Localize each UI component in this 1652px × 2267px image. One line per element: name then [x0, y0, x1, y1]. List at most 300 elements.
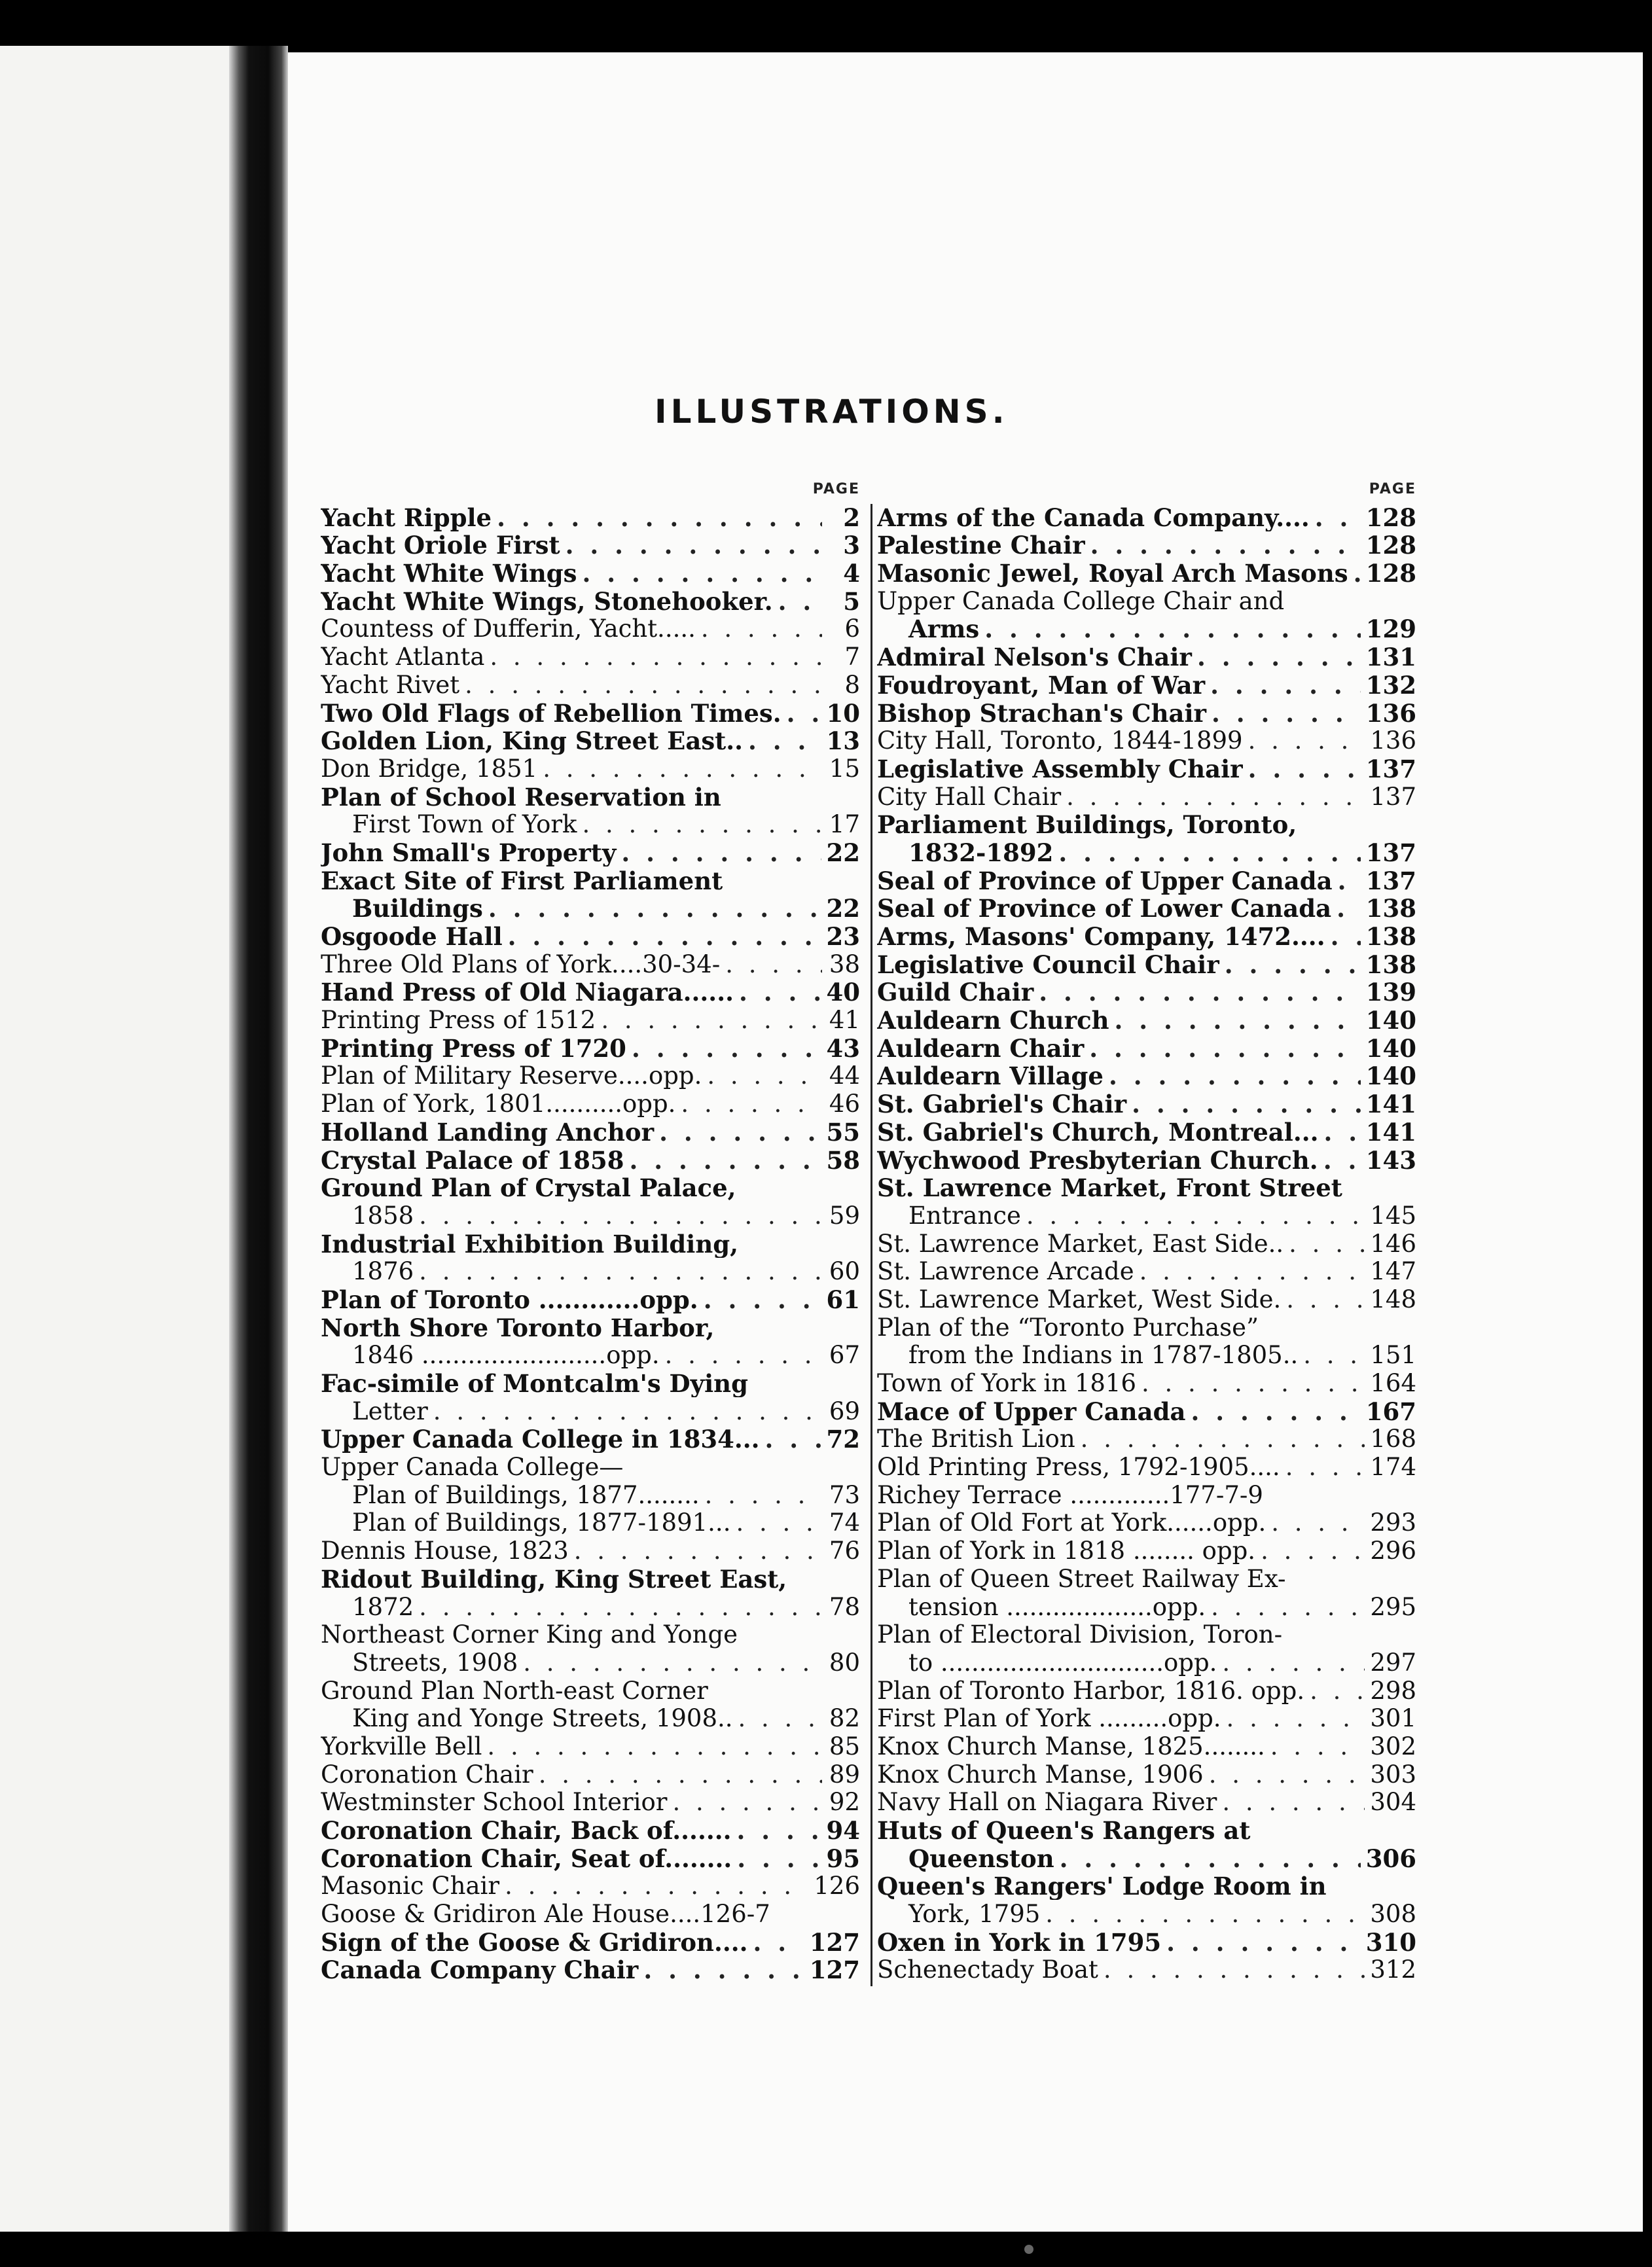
dot-leader [1066, 783, 1365, 811]
index-entry [321, 1285, 864, 1313]
entry-page-number: 138 [1365, 922, 1416, 950]
index-entry [321, 1090, 864, 1118]
dot-leader [1337, 895, 1361, 922]
dot-leader [1222, 1789, 1365, 1816]
dot-leader [487, 1733, 822, 1760]
index-entry [321, 1397, 864, 1425]
entry-title: Crystal Palace of 1858 [321, 1145, 624, 1174]
entry-title: Dennis House, 1823 [321, 1537, 569, 1565]
entry-title: St. Gabriel's Church, Montreal... [877, 1118, 1319, 1146]
index-entry [321, 1509, 864, 1537]
entry-page-number: 44 [829, 1062, 860, 1090]
index-entry [321, 615, 864, 643]
entry-page-number: 310 [1365, 1928, 1416, 1956]
index-entry [321, 727, 864, 755]
entry-title: Wychwood Presbyterian Church. [877, 1145, 1318, 1174]
entry-title: Northeast Corner King and Yonge [321, 1620, 738, 1649]
entry-title: Plan of Toronto ............opp. [321, 1285, 698, 1313]
index-entry [321, 1342, 864, 1370]
entry-page-number: 168 [1370, 1425, 1416, 1454]
index-entry [877, 1900, 1420, 1928]
right-index-column [877, 481, 1420, 1984]
dot-leader [1222, 1649, 1365, 1677]
entry-page-number: 139 [1365, 978, 1416, 1007]
entry-title: Legislative Council Chair [877, 950, 1219, 978]
entry-title: Masonic Chair [321, 1872, 500, 1901]
dot-leader [1227, 1705, 1365, 1732]
entry-page-number: 89 [829, 1760, 860, 1789]
index-entry [321, 1593, 864, 1621]
entry-page-number: 58 [826, 1145, 860, 1174]
index-entry [321, 1258, 864, 1286]
index-entry [321, 1202, 864, 1230]
index-entry [877, 615, 1420, 643]
dot-leader [1315, 504, 1361, 531]
entry-page-number: 80 [829, 1649, 860, 1677]
dot-leader [672, 1789, 822, 1816]
entry-page-number: 2 [843, 503, 860, 531]
entry-title: Holland Landing Anchor [321, 1118, 655, 1146]
entry-title: Upper Canada College in 1834... [321, 1425, 760, 1454]
dot-leader [497, 504, 822, 531]
index-entry [321, 1900, 864, 1928]
dot-leader [1225, 951, 1361, 978]
entry-title: St. Gabriel's Chair [877, 1090, 1127, 1118]
entry-page-number: 298 [1370, 1676, 1416, 1705]
index-entry [321, 1677, 864, 1705]
entry-title: tension ...................opp. [908, 1592, 1206, 1621]
dot-leader [543, 755, 822, 783]
entry-title: Plan of Electoral Division, Toron- [877, 1620, 1283, 1649]
index-entry [877, 1258, 1420, 1286]
index-entry [321, 811, 864, 839]
index-entry [321, 1537, 864, 1565]
index-entry [321, 1425, 864, 1454]
dot-leader [705, 1482, 822, 1509]
dot-leader [736, 1509, 822, 1537]
entry-title: Printing Press of 1512 [321, 1006, 596, 1035]
index-entry [877, 811, 1420, 839]
index-entry [321, 838, 864, 866]
dot-leader [778, 588, 822, 615]
entry-page-number: 138 [1365, 950, 1416, 978]
entry-title: Yacht Atlanta [321, 643, 485, 671]
index-entry [877, 1202, 1420, 1230]
dot-leader [1270, 1733, 1365, 1760]
entry-title: Arms, Masons' Company, 1472.... [877, 922, 1325, 950]
entry-page-number: 128 [1365, 531, 1416, 560]
dot-leader [1045, 1901, 1365, 1928]
index-entry [321, 783, 864, 811]
entry-page-number: 40 [826, 978, 860, 1007]
entry-title: 1872 [352, 1592, 414, 1621]
dot-leader [1141, 1370, 1365, 1397]
index-entry [877, 1844, 1420, 1872]
index-entry [877, 1565, 1420, 1593]
entry-title: from the Indians in 1787-1805.. [908, 1341, 1299, 1370]
entry-page-number: 73 [829, 1481, 860, 1509]
index-entry [321, 1649, 864, 1677]
entry-page-number: 38 [829, 950, 860, 978]
index-entry [321, 1146, 864, 1174]
entry-title: Plan of Queen Street Railway Ex- [877, 1565, 1286, 1593]
index-entry [877, 1621, 1420, 1649]
entry-page-number: 72 [826, 1425, 860, 1454]
entry-page-number: 59 [829, 1202, 860, 1230]
dot-leader [1331, 923, 1361, 950]
index-entry [321, 671, 864, 699]
dot-leader [707, 1062, 822, 1090]
entry-page-number: 308 [1370, 1900, 1416, 1929]
index-entry [877, 1174, 1420, 1202]
dot-leader [465, 671, 822, 699]
entry-title: Three Old Plans of York....30-34- [321, 950, 721, 978]
dot-leader [738, 1705, 822, 1732]
dot-leader [787, 700, 821, 727]
scan-top-border [0, 0, 1652, 46]
entry-page-number: 301 [1370, 1704, 1416, 1733]
entry-title: Admiral Nelson's Chair [877, 643, 1192, 671]
entry-title: Masonic Jewel, Royal Arch Masons [877, 559, 1348, 588]
entry-page-number: 132 [1365, 671, 1416, 699]
dot-leader [523, 1649, 822, 1677]
index-entry [321, 1789, 864, 1817]
dot-leader [566, 531, 822, 559]
entry-page-number: 78 [829, 1592, 860, 1621]
dot-leader [601, 1007, 822, 1034]
entry-page-number: 147 [1370, 1257, 1416, 1286]
entry-page-number: 137 [1365, 755, 1416, 783]
entry-page-number: 145 [1370, 1202, 1416, 1230]
dot-leader [1261, 1537, 1365, 1565]
page-column-header: PAGE [812, 481, 860, 497]
entry-title: Two Old Flags of Rebellion Times. [321, 698, 781, 727]
index-entry [321, 587, 864, 615]
entry-title: Arms [908, 615, 980, 643]
dot-leader [574, 1537, 822, 1565]
entry-title: The British Lion [877, 1425, 1075, 1454]
entry-title: Schenectady Boat [877, 1955, 1098, 1984]
dot-leader [1115, 1007, 1361, 1034]
entry-title: Plan of Military Reserve....opp. [321, 1062, 702, 1090]
dot-leader [1197, 643, 1361, 671]
entry-page-number: 137 [1365, 838, 1416, 866]
entry-title: 1858 [352, 1202, 414, 1230]
dot-leader [621, 839, 821, 866]
index-entry [877, 1146, 1420, 1174]
entry-page-number: 67 [829, 1341, 860, 1370]
index-entry [321, 1453, 864, 1481]
index-entry [321, 1705, 864, 1733]
entry-title: Town of York in 1816 [877, 1369, 1137, 1397]
entry-title: Buildings [352, 894, 483, 923]
entry-title: Upper Canada College Chair and [877, 587, 1285, 615]
dot-leader [539, 1761, 822, 1789]
index-entry [321, 1369, 864, 1397]
entry-title: Parliament Buildings, Toronto, [877, 810, 1297, 839]
index-entry [321, 1928, 864, 1956]
index-entry [877, 1928, 1420, 1956]
index-entry [877, 1705, 1420, 1733]
index-entry [877, 1732, 1420, 1760]
dot-leader [419, 1594, 822, 1621]
index-entry [321, 643, 864, 671]
entry-title: Osgoode Hall [321, 922, 503, 950]
dot-leader [1323, 1118, 1360, 1146]
index-entry [321, 503, 864, 531]
index-entry [877, 1872, 1420, 1901]
index-entry [877, 783, 1420, 811]
entry-page-number: 141 [1365, 1090, 1416, 1118]
index-entry [877, 1006, 1420, 1034]
dot-leader [632, 1035, 821, 1062]
entry-title: Yacht Rivet [321, 671, 460, 699]
entry-page-number: 60 [829, 1257, 860, 1286]
dot-leader [1209, 1761, 1365, 1789]
entry-title: Auldearn Chair [877, 1034, 1085, 1062]
entry-title: Navy Hall on Niagara River [877, 1788, 1217, 1817]
dot-leader [659, 1118, 821, 1146]
entry-title: Plan of the “Toronto Purchase” [877, 1313, 1259, 1342]
entry-title: St. Lawrence Arcade [877, 1257, 1134, 1286]
index-entry [321, 1230, 864, 1258]
entry-title: Bishop Strachan's Chair [877, 698, 1206, 727]
entry-page-number: 136 [1370, 726, 1416, 755]
entry-title: Guild Chair [877, 978, 1034, 1007]
dot-leader [1140, 1258, 1365, 1285]
entry-title: Queenston [908, 1844, 1054, 1872]
dot-leader [1104, 1956, 1365, 1984]
entry-title: Yacht White Wings, Stonehooker. [321, 587, 773, 615]
index-entry [877, 978, 1420, 1007]
dot-leader [1285, 1454, 1365, 1481]
entry-page-number: 92 [829, 1788, 860, 1817]
entry-page-number: 164 [1370, 1369, 1416, 1397]
entry-page-number: 137 [1370, 782, 1416, 811]
dot-leader [764, 1425, 821, 1453]
dot-leader [1039, 978, 1361, 1006]
entry-title: Yacht White Wings [321, 559, 577, 588]
entry-title: Fac-simile of Montcalm's Dying [321, 1369, 748, 1397]
index-entry [321, 699, 864, 727]
dot-leader [1303, 1342, 1365, 1369]
dot-leader [1212, 700, 1361, 727]
entry-title: Coronation Chair, Seat of........ [321, 1844, 732, 1872]
entry-title: Mace of Upper Canada [877, 1397, 1186, 1425]
entry-title: Auldearn Church [877, 1006, 1109, 1035]
index-entry [877, 1649, 1420, 1677]
entry-title: Huts of Queen's Rangers at [877, 1816, 1251, 1844]
entry-page-number: 23 [826, 922, 860, 950]
index-entry [321, 1062, 864, 1090]
entry-title: Richey Terrace .............177-7-9 [877, 1481, 1263, 1509]
entry-title: Seal of Province of Lower Canada [877, 894, 1332, 923]
entry-page-number: 85 [829, 1732, 860, 1760]
dot-leader [1310, 1677, 1365, 1705]
entry-title: Plan of Toronto Harbor, 1816. opp. [877, 1676, 1305, 1705]
entry-page-number: 17 [829, 810, 860, 839]
column-divider [871, 504, 872, 1986]
dot-leader [505, 1872, 808, 1900]
entry-title: Plan of Buildings, 1877-1891... [352, 1508, 731, 1537]
index-entry [877, 643, 1420, 671]
index-entry [877, 866, 1420, 895]
dot-leader [1248, 755, 1361, 783]
entry-title: Westminster School Interior [321, 1788, 668, 1817]
entry-title: Ground Plan of Crystal Palace, [321, 1173, 736, 1202]
dot-leader [1210, 671, 1361, 699]
index-entry [877, 1760, 1420, 1789]
entry-title: Palestine Chair [877, 531, 1085, 560]
index-entry [877, 727, 1420, 755]
entry-page-number: 10 [826, 698, 860, 727]
index-entry [877, 1285, 1420, 1313]
entry-page-number: 295 [1370, 1592, 1416, 1621]
entry-title: York, 1795 [908, 1900, 1041, 1929]
dot-leader [736, 1817, 821, 1844]
page-title: ILLUSTRATIONS. [655, 393, 1009, 431]
dot-leader [490, 643, 822, 671]
entry-title: Plan of York in 1818 ........ opp. [877, 1537, 1256, 1565]
dot-leader [1354, 560, 1361, 587]
entry-title: Ridout Building, King Street East, [321, 1565, 787, 1593]
entry-page-number: 61 [826, 1285, 860, 1313]
entry-page-number: 4 [843, 559, 860, 588]
dot-leader [753, 1929, 804, 1956]
index-entry [321, 531, 864, 560]
index-entry [877, 1313, 1420, 1342]
index-entry [321, 1760, 864, 1789]
entry-page-number: 76 [829, 1537, 860, 1565]
entry-title: Sign of the Goose & Gridiron.... [321, 1928, 748, 1956]
index-entry [321, 1006, 864, 1034]
entry-page-number: 137 [1365, 866, 1416, 895]
entry-title: King and Yonge Streets, 1908.. [352, 1704, 733, 1733]
entry-title: Ground Plan North-east Corner [321, 1676, 708, 1705]
dot-leader [1248, 727, 1365, 755]
entry-page-number: 128 [1365, 559, 1416, 588]
entry-title: City Hall, Toronto, 1844-1899 [877, 726, 1243, 755]
dot-leader [681, 1090, 822, 1118]
entry-title: Yorkville Bell [321, 1732, 482, 1760]
entry-page-number: 94 [826, 1816, 860, 1844]
dot-leader [737, 1845, 821, 1872]
dot-leader [419, 1202, 822, 1230]
entry-page-number: 127 [809, 1928, 860, 1956]
entry-title: Countess of Dufferin, Yacht..... [321, 615, 696, 643]
index-entry [877, 1453, 1420, 1481]
entry-title: Plan of Old Fort at York......opp. [877, 1508, 1266, 1537]
index-entry [321, 978, 864, 1007]
entry-title: Golden Lion, King Street East.. [321, 726, 744, 755]
dot-leader [1058, 839, 1360, 866]
entry-page-number: 148 [1370, 1285, 1416, 1313]
dot-leader [1026, 1202, 1365, 1230]
index-entry [877, 1593, 1420, 1621]
book-gutter [229, 46, 288, 2232]
entry-title: Exact Site of First Parliament [321, 866, 723, 895]
entry-page-number: 13 [826, 726, 860, 755]
entry-title: St. Lawrence Market, Front Street [877, 1173, 1342, 1202]
index-entry [877, 895, 1420, 923]
entry-title: Hand Press of Old Niagara...... [321, 978, 734, 1007]
index-entry [321, 1174, 864, 1202]
entry-page-number: 127 [809, 1955, 860, 1984]
entry-page-number: 167 [1365, 1397, 1416, 1425]
index-entry [321, 755, 864, 783]
dot-leader [583, 560, 823, 587]
index-entry [877, 755, 1420, 783]
index-entry [877, 587, 1420, 615]
index-entry [877, 1342, 1420, 1370]
entry-page-number: 15 [829, 755, 860, 783]
dot-leader [1109, 1062, 1361, 1090]
index-entry [321, 950, 864, 978]
entry-page-number: 7 [844, 643, 860, 671]
entry-page-number: 140 [1365, 1034, 1416, 1062]
entry-title: First Plan of York .........opp. [877, 1704, 1221, 1733]
entry-title: to .............................opp. [908, 1649, 1217, 1677]
dot-leader [665, 1342, 822, 1369]
index-entry [877, 1789, 1420, 1817]
entry-title: Canada Company Chair [321, 1955, 639, 1984]
index-entry [321, 1118, 864, 1146]
index-entry [321, 1732, 864, 1760]
entry-page-number: 128 [1365, 503, 1416, 531]
index-entry [877, 1062, 1420, 1090]
entry-page-number: 174 [1370, 1453, 1416, 1482]
entry-page-number: 312 [1370, 1955, 1416, 1984]
entry-title: Goose & Gridiron Ale House....126-7 [321, 1900, 770, 1929]
entry-page-number: 126 [814, 1872, 860, 1901]
entry-page-number: 146 [1370, 1229, 1416, 1258]
index-entry [877, 503, 1420, 531]
entry-title: Industrial Exhibition Building, [321, 1229, 738, 1258]
dot-leader [725, 951, 822, 978]
entry-title: Old Printing Press, 1792-1905.... [877, 1453, 1280, 1482]
dot-leader [508, 923, 821, 950]
entry-page-number: 293 [1370, 1508, 1416, 1537]
dot-leader [1191, 1398, 1360, 1425]
dot-leader [419, 1258, 822, 1285]
entry-page-number: 303 [1370, 1760, 1416, 1789]
index-entry [877, 671, 1420, 699]
dot-leader [1286, 1286, 1365, 1313]
dot-leader [643, 1956, 804, 1984]
dot-leader [739, 978, 821, 1006]
dot-leader [1323, 1147, 1361, 1174]
entry-title: Oxen in York in 1795 [877, 1928, 1162, 1956]
entry-page-number: 151 [1370, 1341, 1416, 1370]
dot-leader [582, 811, 822, 838]
dot-leader [984, 615, 1361, 643]
dot-leader [1060, 1845, 1361, 1872]
dot-leader [1166, 1929, 1361, 1956]
left-entry-list [321, 503, 864, 1984]
index-entry [877, 699, 1420, 727]
entry-page-number: 138 [1365, 894, 1416, 923]
index-entry [321, 559, 864, 587]
dot-leader [1289, 1230, 1365, 1258]
entry-title: 1832-1892 [908, 838, 1054, 866]
index-entry [877, 559, 1420, 587]
left-index-column [321, 481, 864, 1984]
entry-title: Yacht Ripple [321, 503, 492, 531]
index-entry [877, 1425, 1420, 1454]
entry-page-number: 304 [1370, 1788, 1416, 1817]
index-entry [877, 1397, 1420, 1425]
dot-leader [630, 1147, 821, 1174]
